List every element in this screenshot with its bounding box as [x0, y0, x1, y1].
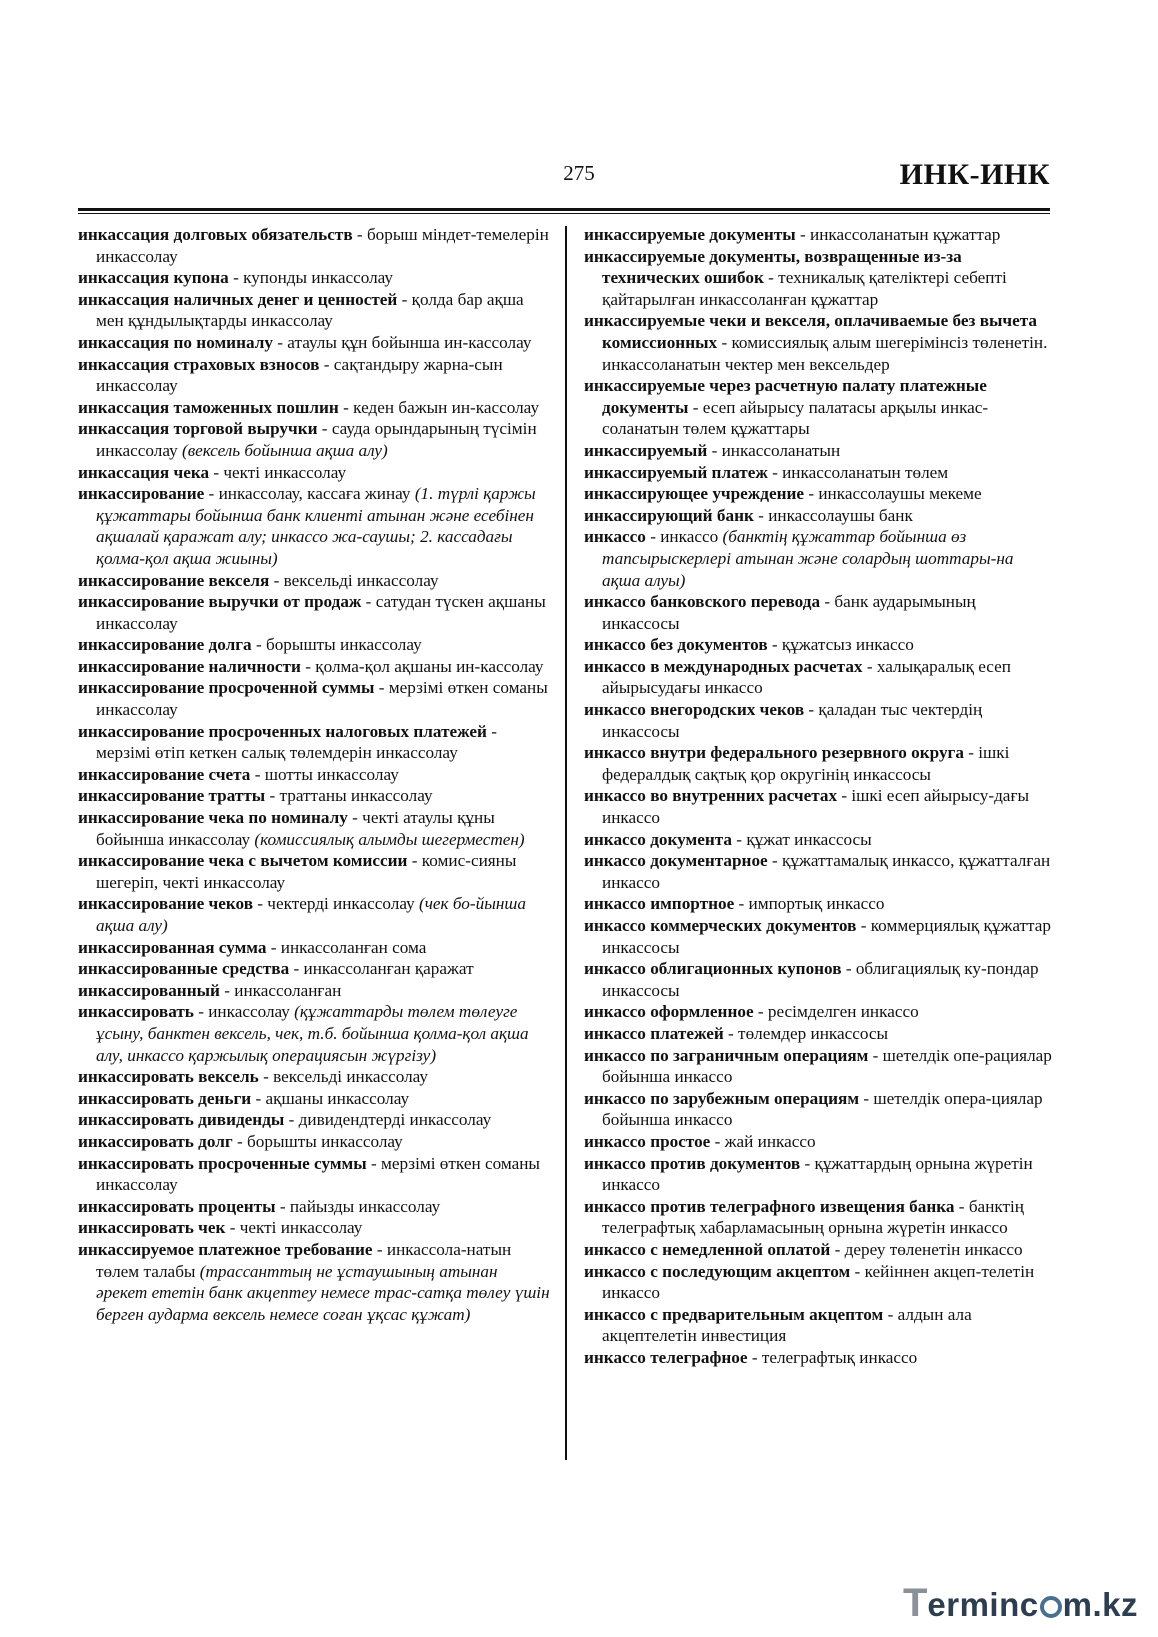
entry-definition: - инкассоланған: [219, 980, 342, 1000]
entry-term: инкассо: [584, 527, 646, 547]
entry-definition: - есеп айырысу палатасы арқылы инкас-соланатын төлем құжаттары: [602, 397, 989, 439]
dictionary-entry: [584, 1153, 1054, 1196]
dictionary-entry: [78, 721, 550, 764]
dictionary-entry: [584, 829, 1054, 851]
entry-definition: - инкассолау, кассаға жинау: [204, 484, 415, 504]
entry-term: инкассо в международных расчетах: [584, 656, 863, 676]
dictionary-entry: [78, 591, 550, 634]
entry-definition: - инкассо: [645, 527, 723, 547]
entry-term: инкассо против телеграфного извещения банка: [584, 1196, 955, 1216]
entry-definition: - инкассоланған қаражат: [289, 959, 474, 979]
entry-term: инкассо во внутренних расчетах: [584, 786, 838, 806]
left-column: [78, 224, 550, 1325]
dictionary-entry: [78, 850, 550, 893]
entry-definition: - банк аударымының инкассосы: [602, 592, 976, 633]
entry-definition: - телеграфтық инкассо: [747, 1347, 918, 1367]
entry-term: инкассация таможенных пошлин: [78, 397, 339, 417]
entry-term: инкассо платежей: [584, 1023, 724, 1043]
entry-term: инкассирование чека с вычетом комиссии: [78, 851, 408, 871]
column-divider: [565, 226, 567, 1460]
entry-term: инкассо документарное: [584, 851, 768, 871]
entry-definition: - шотты инкассолау: [250, 764, 399, 784]
entry-definition: - қаладан тыс чектердің инкассосы: [602, 700, 983, 741]
dictionary-entry: [78, 893, 550, 936]
entry-term: инкассация купона: [78, 268, 229, 288]
entry-note: (құжаттарды төлем төлеуге ұсыну, банктен вексель, чек, т.б. бойынша қолма-қол ақша алу, инкассо қаржылық операциясын жүргізу): [96, 1002, 529, 1065]
entry-definition: - чекті атаулы құны бойынша инкассолау: [96, 808, 495, 849]
entry-term: инкассо по заграничным операциям: [584, 1045, 869, 1065]
dictionary-entry: [584, 785, 1054, 828]
entry-definition: - чекті инкассолау: [225, 1218, 363, 1238]
entry-definition: - борыш міндет-темелерін инкассолау: [96, 225, 549, 266]
dictionary-entry: [78, 807, 550, 850]
dictionary-entry: [78, 332, 550, 354]
entry-definition: - инкассоланатын құжаттар: [795, 225, 1001, 244]
dictionary-entry: [584, 656, 1054, 699]
entry-term: инкассо облигационных купонов: [584, 959, 842, 979]
entry-term: инкассированные средства: [78, 959, 290, 979]
entry-definition: - коммерциялық құжаттар инкассосы: [602, 916, 1051, 957]
page-number: 275: [563, 161, 595, 185]
entry-definition: - ішкі есеп айырысу-дағы инкассо: [602, 786, 1030, 828]
entry-definition: - төлемдер инкассосы: [723, 1023, 889, 1043]
entry-definition: - борышты инкассолау: [232, 1131, 403, 1151]
entry-term: инкассируемое платежное требование: [78, 1239, 373, 1259]
entry-term: инкассация по номиналу: [78, 332, 273, 352]
entry-term: инкассо импортное: [584, 894, 735, 914]
dictionary-entry: [78, 785, 550, 807]
entry-term: инкассирование векселя: [78, 570, 270, 590]
entry-definition: - мерзімі өткен соманы инкассолау: [96, 678, 548, 720]
logo-o-ring-icon: [1040, 1596, 1062, 1618]
running-head: ИНК-ИНК: [899, 158, 1050, 191]
dictionary-entry: [78, 1217, 550, 1239]
entry-definition: - дереу төленетін инкассо: [830, 1239, 1023, 1259]
entry-term: инкассо внегородских чеков: [584, 700, 805, 720]
dictionary-entry: [78, 656, 550, 678]
entry-definition: - инкассоланатын: [707, 440, 841, 460]
entry-definition: - алдын ала акцептелетін инвестиция: [602, 1304, 972, 1346]
entry-note: (вексель бойынша ақша алу): [181, 440, 388, 460]
dictionary-entry: [78, 483, 550, 569]
entry-definition: - құжатсыз инкассо: [767, 635, 914, 655]
dictionary-entry: [584, 850, 1054, 893]
entry-term: инкассирование: [78, 484, 205, 504]
dictionary-entry: [584, 915, 1054, 958]
dictionary-entry: [78, 1239, 550, 1325]
entry-definition: - инкассолау: [193, 1002, 295, 1022]
dictionary-entry: [584, 1131, 1054, 1153]
entry-note: (комиссиялық алымды шегерместен): [254, 829, 525, 849]
entry-term: инкассо с предварительным акцептом: [584, 1304, 884, 1324]
entry-term: инкассация страховых взносов: [78, 354, 320, 374]
entry-term: инкассация долговых обязательств: [78, 225, 353, 244]
entry-term: инкассирование долга: [78, 635, 252, 655]
dictionary-entry: [584, 1088, 1054, 1131]
entry-definition: - инкассола-натын төлем талабы: [96, 1239, 512, 1281]
dictionary-entry: [78, 958, 550, 980]
entry-definition: - борышты инкассолау: [251, 635, 422, 655]
entry-definition: - импортық инкассо: [734, 894, 885, 914]
dictionary-entry: [78, 1196, 550, 1218]
entry-term: инкассо оформленное: [584, 1002, 754, 1022]
entry-definition: - комиссиялық алым шегерімінсіз төленетін. инкассоланатын чектер мен вексельдер: [602, 332, 1048, 374]
entry-definition: - пайызды инкассолау: [275, 1196, 441, 1216]
entry-term: инкассировать проценты: [78, 1196, 276, 1216]
entry-definition: - инкассолаушы мекеме: [804, 484, 982, 504]
entry-definition: - инкассоланған сома: [266, 937, 427, 957]
entry-term: инкассирование чеков: [78, 894, 253, 914]
dictionary-entry: [584, 699, 1054, 742]
dictionary-entry: [584, 483, 1054, 505]
entry-definition: - жай инкассо: [710, 1131, 816, 1151]
entry-term: инкассо телеграфное: [584, 1347, 748, 1367]
entry-definition: - сатудан түскен ақшаны инкассолау: [96, 592, 546, 633]
entry-term: инкассировать чек: [78, 1218, 226, 1238]
dictionary-entry: [584, 375, 1054, 440]
entry-term: инкассировать вексель: [78, 1067, 259, 1087]
dictionary-entry: [78, 224, 550, 267]
entry-definition: - сақтандыру жарна-сын инкассолау: [96, 354, 503, 396]
dictionary-entry: [78, 764, 550, 786]
entry-term: инкассированная сумма: [78, 937, 267, 957]
dictionary-entry: [584, 1023, 1054, 1045]
entry-term: инкассированный: [78, 980, 220, 1000]
entry-term: инкассо банковского перевода: [584, 592, 821, 612]
entry-term: инкассирование просроченной суммы: [78, 678, 375, 698]
entry-definition: - ресімделген инкассо: [753, 1002, 919, 1022]
entry-term: инкассирование чека по номиналу: [78, 808, 348, 828]
entry-term: инкассирование просроченных налоговых платежей: [78, 721, 487, 741]
entry-definition: - инкассоланатын төлем: [767, 462, 949, 482]
entry-definition: - вексельді инкассолау: [258, 1067, 429, 1087]
dictionary-entry: [584, 893, 1054, 915]
entry-definition: - комис-сияны шегеріп, чекті инкассолау: [96, 851, 517, 892]
entry-definition: - ішкі федералдық сақтық қор округінің инкассосы: [602, 743, 1010, 784]
dictionary-entry: [78, 267, 550, 289]
dictionary-entry: [78, 354, 550, 397]
entry-definition: - қолма-қол ақшаны ин-кассолау: [300, 656, 544, 676]
entry-term: инкассировать долг: [78, 1131, 233, 1151]
entry-definition: - кейіннен акцеп-телетін инкассо: [602, 1261, 1035, 1303]
dictionary-entry: [78, 1088, 550, 1110]
dictionary-entry: [78, 1001, 550, 1066]
entry-term: инкассируемые через расчетную палату платежные документы: [584, 376, 987, 417]
entry-definition: - траттаны инкассолау: [265, 786, 433, 806]
dictionary-entry: [78, 1066, 550, 1088]
dictionary-entry: [584, 224, 1054, 246]
entry-term: инкассо с последующим акцептом: [584, 1261, 851, 1281]
entry-term: инкассирование выручки от продаж: [78, 592, 362, 612]
entry-term: инкассо по зарубежным операциям: [584, 1088, 860, 1108]
entry-definition: - кеден бажын ин-кассолау: [338, 397, 540, 417]
dictionary-entry: [584, 1347, 1054, 1369]
dictionary-entry: [78, 937, 550, 959]
entry-term: инкассируемые документы, возвращенные из-за технических ошибок: [584, 246, 962, 288]
entry-definition: - инкассолаушы банк: [753, 505, 913, 525]
entry-term: инкассировать деньги: [78, 1088, 252, 1108]
logo-text-1: ermin: [927, 1586, 1020, 1623]
entry-definition: - атаулы құн бойынша ин-кассолау: [272, 332, 532, 352]
entry-definition: - чекті инкассолау: [209, 462, 347, 482]
dictionary-entry: [584, 505, 1054, 527]
entry-definition: - чектерді инкассолау: [252, 894, 419, 914]
entry-term: инкассация наличных денег и ценностей: [78, 289, 398, 309]
entry-definition: - вексельді инкассолау: [269, 570, 439, 590]
entry-definition: - құжат инкассосы: [732, 829, 872, 849]
dictionary-entry: [584, 591, 1054, 634]
entry-definition: - дивидендтерді инкассолау: [284, 1110, 492, 1130]
entry-definition: - құжаттардың орнына жүретін инкассо: [602, 1153, 1033, 1195]
dictionary-entry: [584, 958, 1054, 1001]
entry-term: инкассирующий банк: [584, 505, 754, 525]
header-rule-thin: [78, 213, 1050, 214]
entry-definition: - мерзімі өтіп кеткен салық төлемдерін инкассолау: [96, 721, 497, 763]
entry-term: инкассируемый: [584, 440, 708, 460]
logo-letter-t: T: [902, 1581, 928, 1625]
dictionary-entry: [78, 1131, 550, 1153]
entry-term: инкассирование тратты: [78, 786, 266, 806]
entry-definition: - купонды инкассолау: [228, 268, 394, 288]
dictionary-entry: [584, 440, 1054, 462]
entry-term: инкассо без документов: [584, 635, 768, 655]
header-rule-thick: [78, 208, 1050, 211]
entry-note: (1. түрлі қаржы құжаттары бойынша банк клиенті атынан және есебінен ақшалай қаражат алу; инкассо жа-саушы; 2. кассадағы қолма-қол ақша жиыны): [96, 484, 536, 568]
dictionary-entry: [584, 742, 1054, 785]
entry-term: инкассо с немедленной оплатой: [584, 1239, 831, 1259]
entry-term: инкассировать: [78, 1002, 194, 1022]
dictionary-entry: [584, 1304, 1054, 1347]
entry-definition: - шетелдік опе-рациялар бойынша инкассо: [602, 1045, 1052, 1087]
entry-definition: - қолда бар ақша мен құндылықтарды инкассолау: [96, 289, 524, 331]
entry-definition: - құжаттамалық инкассо, құжатталған инкассо: [602, 851, 1051, 892]
dictionary-entry: [584, 526, 1054, 591]
entry-definition: - ақшаны инкассолау: [251, 1088, 410, 1108]
entry-term: инкассо коммерческих документов: [584, 916, 857, 935]
dictionary-entry: [584, 462, 1054, 484]
right-column: [584, 224, 1054, 1368]
dictionary-entry: [584, 246, 1054, 311]
entry-term: инкассировать просроченные суммы: [78, 1153, 367, 1173]
entry-term: инкассо против документов: [584, 1153, 801, 1173]
entry-term: инкассация чека: [78, 462, 210, 482]
dictionary-entry: [78, 570, 550, 592]
entry-note: (трассанттың не ұстаушының атынан әрекет ететін банк акцептеу немесе трас-сатқа төлеу үшін берген аударма вексель немесе соған ұқсас құжат): [96, 1261, 550, 1324]
logo-text-3: m.kz: [1062, 1586, 1138, 1623]
entry-term: инкассо документа: [584, 829, 732, 849]
dictionary-entry: [78, 1153, 550, 1196]
entry-term: инкассируемые чеки и векселя, оплачиваемые без вычета комиссионных: [584, 311, 1037, 352]
entry-term: инкассирование наличности: [78, 656, 301, 676]
entry-term: инкассо внутри федерального резервного округа: [584, 743, 964, 763]
entry-term: инкассо простое: [584, 1131, 711, 1151]
entry-note: (чек бо-йынша ақша алу): [96, 894, 526, 935]
entry-definition: - мерзімі өткен соманы инкассолау: [96, 1153, 540, 1195]
entry-term: инкассирование счета: [78, 764, 251, 784]
dictionary-entry: [584, 1239, 1054, 1261]
dictionary-entry: [584, 310, 1054, 375]
dictionary-entry: [78, 1109, 550, 1131]
dictionary-entry: [78, 677, 550, 720]
dictionary-entry: [78, 418, 550, 461]
dictionary-entry: [78, 980, 550, 1002]
dictionary-entry: [584, 634, 1054, 656]
entry-definition: - халықаралық есеп айырысудағы инкассо: [602, 656, 1011, 698]
logo-wordmark: [927, 1587, 1138, 1623]
entry-definition: - техникалық қателіктері себепті қайтарылған инкассоланған құжаттар: [602, 268, 1007, 309]
entry-term: инкассация торговой выручки: [78, 419, 318, 439]
entry-definition: - шетелдік опера-циялар бойынша инкассо: [602, 1088, 1043, 1130]
entry-note: (банктің құжаттар бойынша өз тапсырыскерлері атынан және солардың шоттары-на ақша алуы): [602, 527, 1014, 590]
terminkz-logo: [903, 1579, 1138, 1623]
entry-definition: - сауда орындарының түсімін инкассолау: [96, 419, 537, 460]
entry-definition: - банктің телеграфтық хабарламасының орнына жүретін инкассо: [602, 1196, 1024, 1238]
entry-term: инкассирующее учреждение: [584, 484, 805, 504]
entry-term: инкассируемые документы: [584, 225, 796, 244]
entry-term: инкассировать дивиденды: [78, 1110, 285, 1130]
logo-text-2: c: [1019, 1586, 1039, 1623]
dictionary-entry: [584, 1261, 1054, 1304]
dictionary-entry: [584, 1001, 1054, 1023]
dictionary-entry: [584, 1196, 1054, 1239]
dictionary-entry: [78, 289, 550, 332]
dictionary-entry: [78, 397, 550, 419]
entry-definition: - облигациялық ку-пондар инкассосы: [602, 959, 1039, 1000]
dictionary-entry: [78, 462, 550, 484]
dictionary-entry: [584, 1045, 1054, 1088]
entry-term: инкассируемый платеж: [584, 462, 768, 482]
dictionary-entry: [78, 634, 550, 656]
